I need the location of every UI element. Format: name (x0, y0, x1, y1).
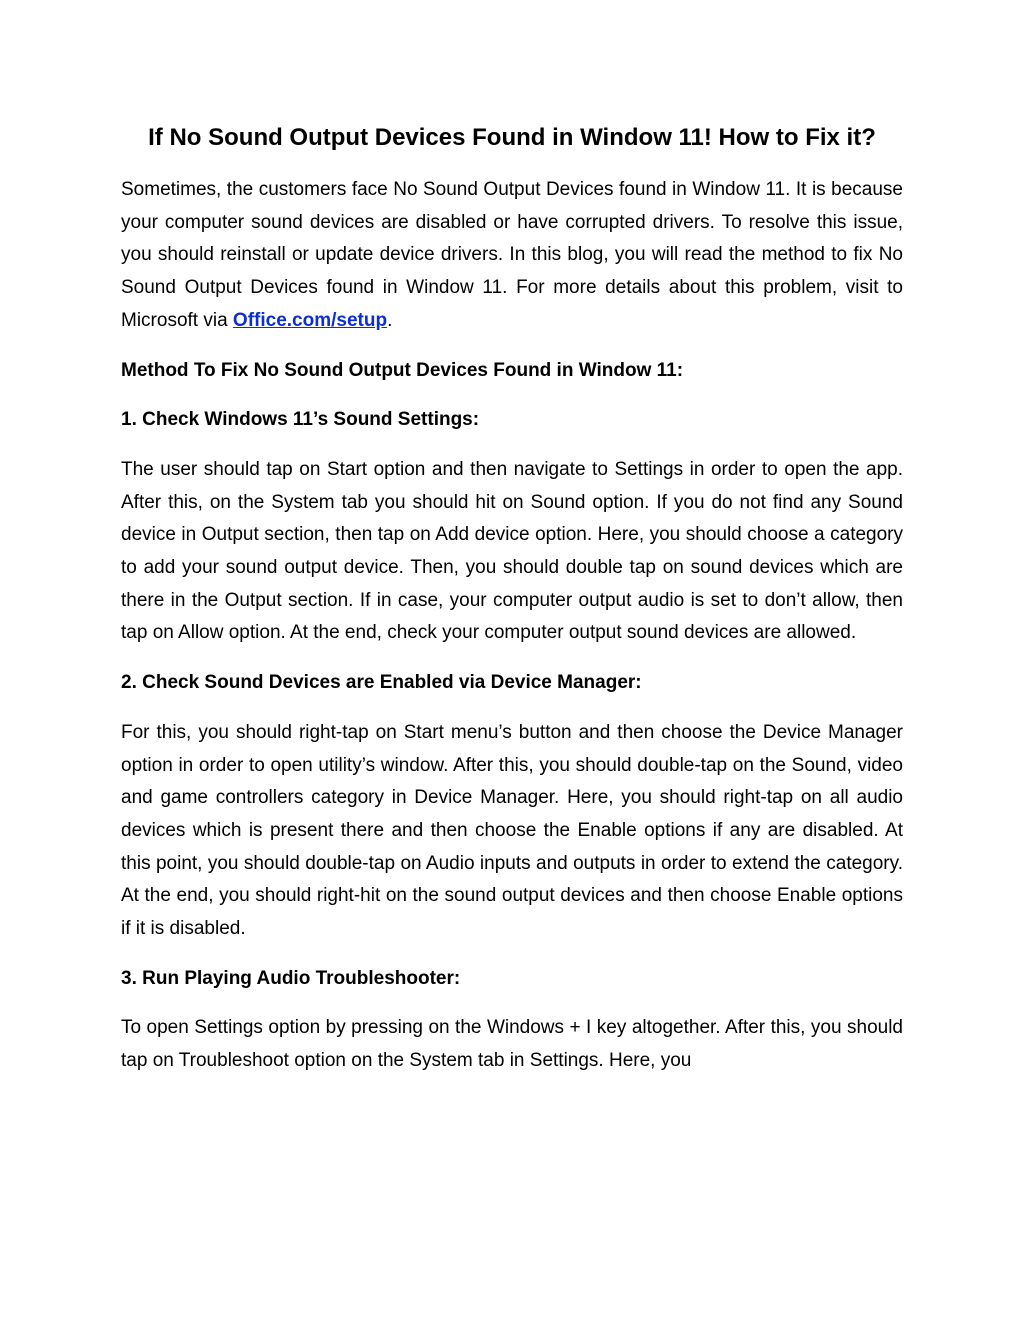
section-body-3: To open Settings option by pressing on the Windows + I key altogether. After this, you should tap on Troubleshoot option on the System tab in Settings. Here, you (121, 1017, 903, 1072)
section-body-2: For this, you should right-tap on Start menu’s button and then choose the Device Manager option in order to open utility’s window. After this, you should double-tap on the Sound, video and game controllers category in Device Manager. Here, you should right-tap on all audio devices which is present there and then choose the Enable options if any are disabled. At this point, you should double-tap on Audio inputs and outputs in order to extend the category. At the end, you should right-hit on the sound output devices and then choose Enable options if it is disabled. (121, 721, 903, 940)
page-title: If No Sound Output Devices Found in Window 11! How to Fix it? (148, 124, 876, 151)
intro-text: Sometimes, the customers face No Sound Output Devices found in Window 11. It is because your computer sound devices are disabled or have corrupted drivers. To resolve this issue, you should reinstall or update device drivers. In this blog, you will read the method to fix No Sound Output Devices found in Window 11. For more details about this problem, visit to Microsoft via (121, 179, 903, 331)
intro-paragraph (121, 174, 903, 338)
intro-text-end: . (387, 309, 393, 331)
method-heading: Method To Fix No Sound Output Devices Found in Window 11: (121, 359, 684, 381)
section-heading-2: 2. Check Sound Devices are Enabled via Device Manager: (121, 672, 642, 694)
section-heading-1: 1. Check Windows 11’s Sound Settings: (121, 409, 480, 431)
section-body-1: The user should tap on Start option and then navigate to Settings in order to open the app. After this, on the System tab you should hit on Sound option. If you do not find any Sound device in Output section, then tap on Add device option. Here, you should choose a category to add your sound output device. Then, you should double tap on sound devices which are there in the Output section. If in case, your computer output audio is set to don’t allow, then tap on Allow option. At the end, check your computer output sound devices are allowed. (121, 458, 903, 644)
document-content (121, 119, 903, 1078)
office-setup-link[interactable]: Office.com/setup (232, 309, 388, 331)
section-heading-3: 3. Run Playing Audio Troubleshooter: (121, 967, 461, 989)
